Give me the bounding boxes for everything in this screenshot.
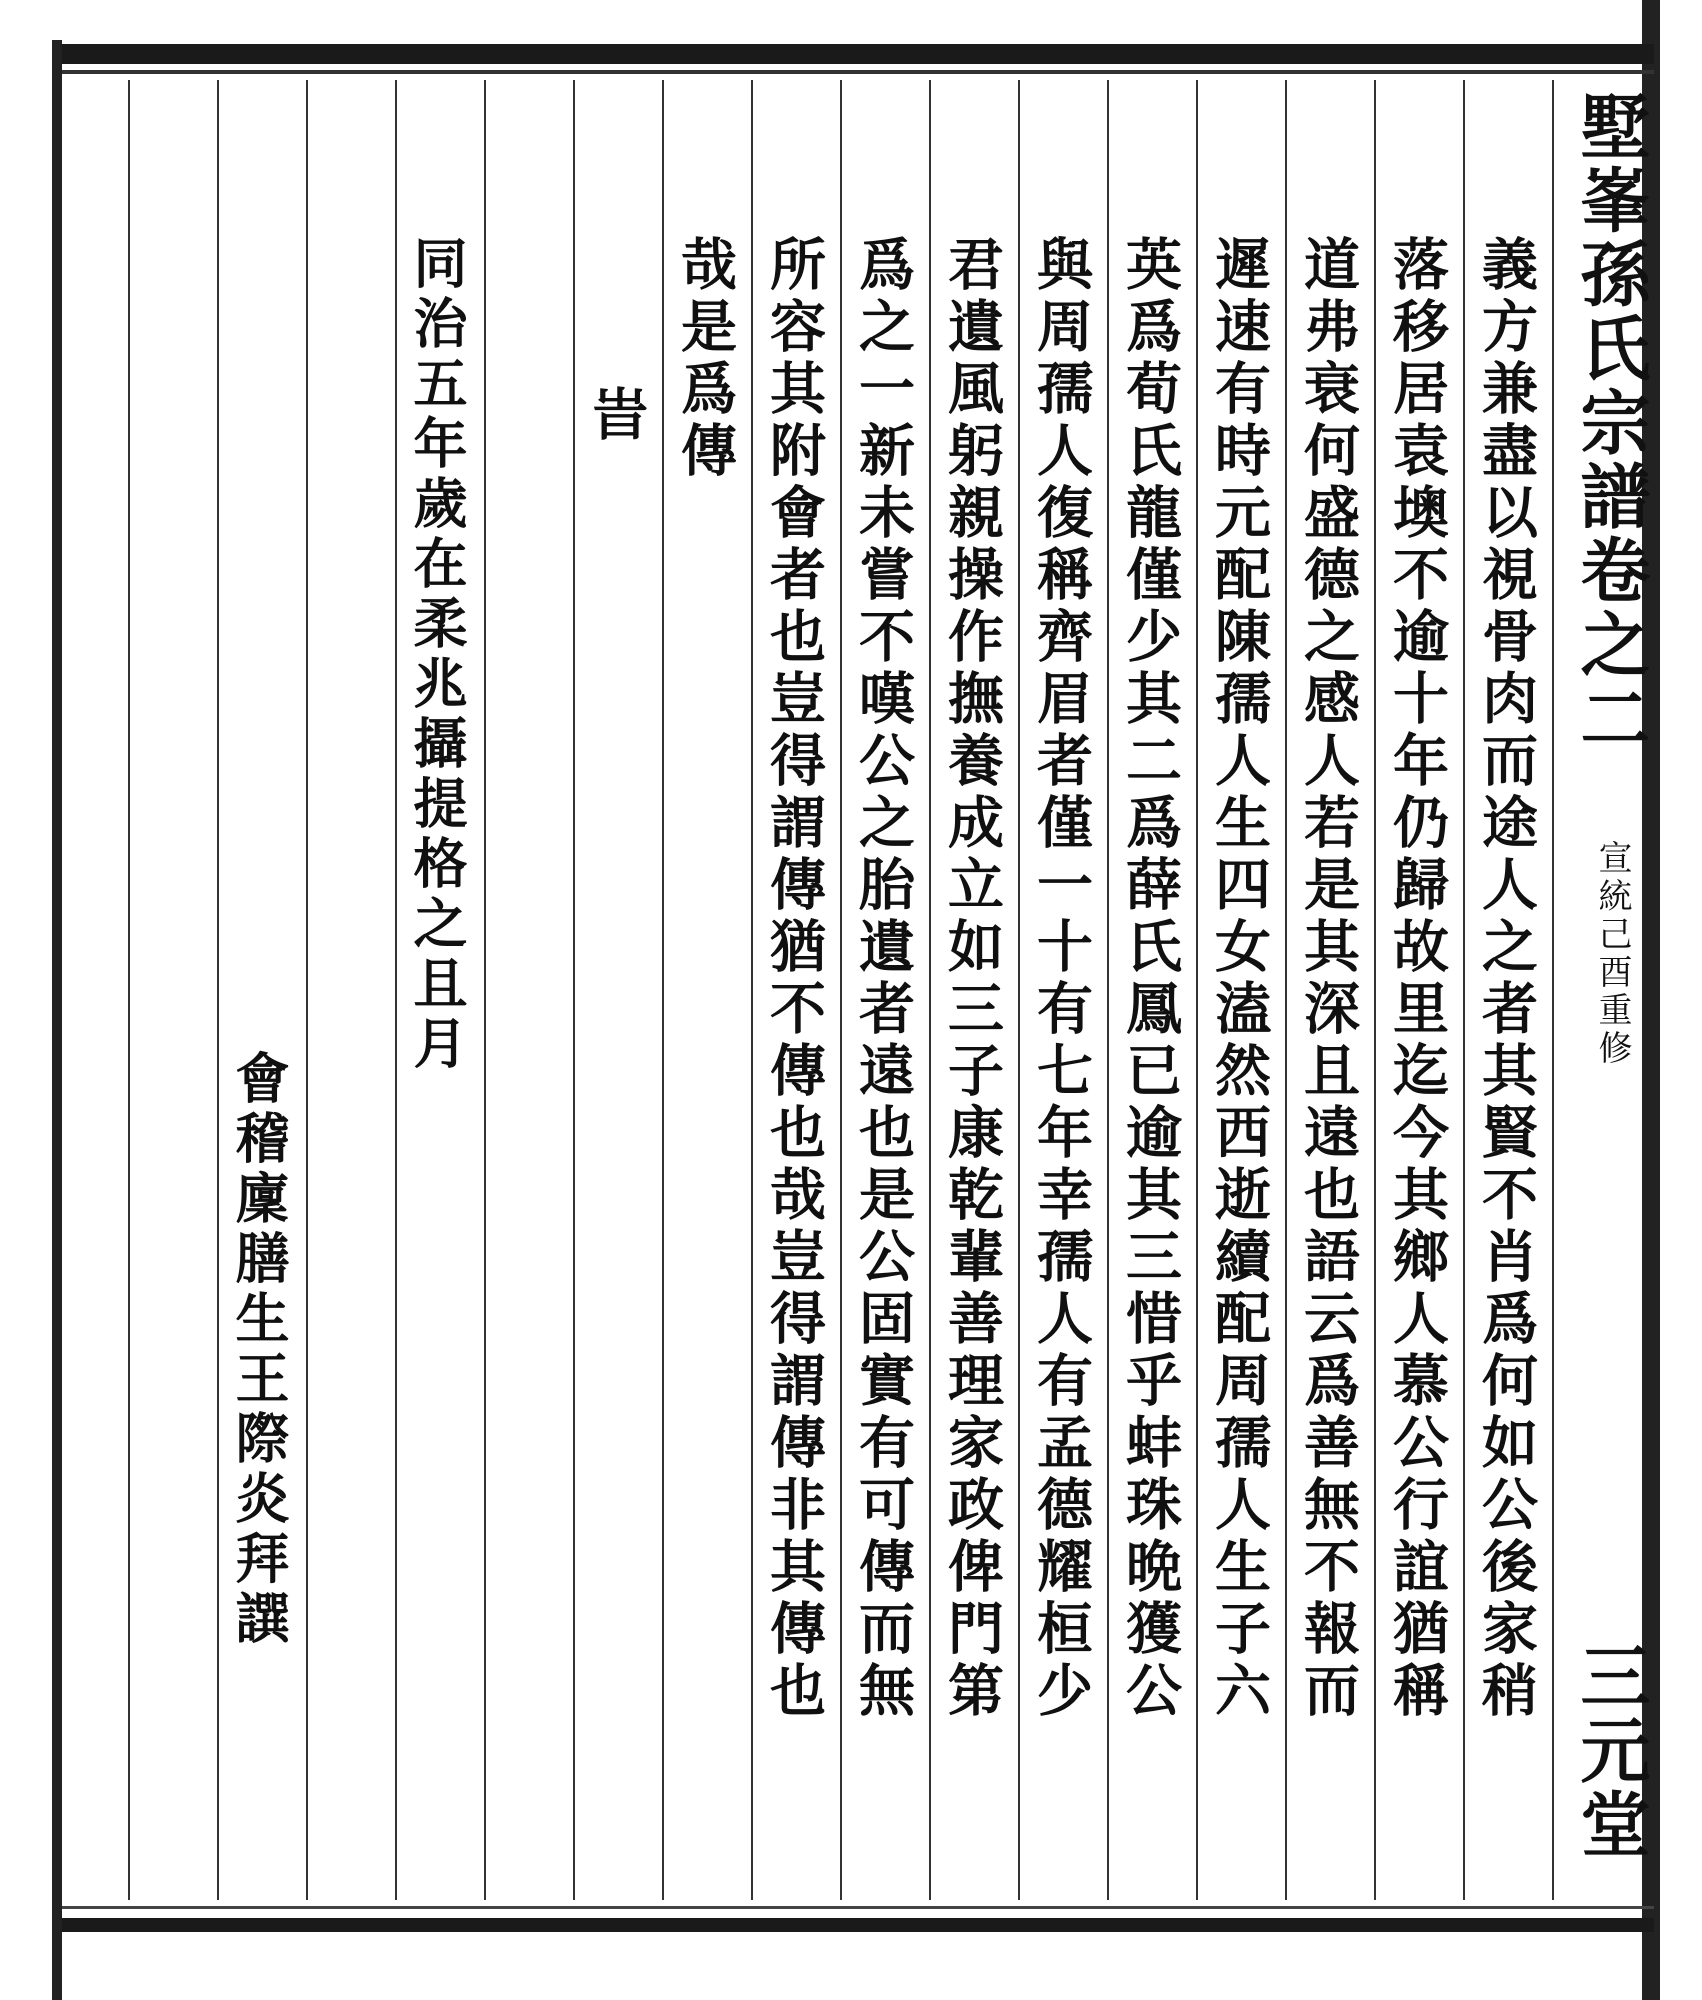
top-inner-border xyxy=(62,70,1654,74)
text-column: 遲速有時元配陳孺人生四女溘然西逝續配周孺人生子六 xyxy=(1206,235,1272,1723)
banner-column xyxy=(1560,80,1652,1900)
author-signature: 會稽廩膳生王際炎拜譔 xyxy=(227,1050,291,1650)
column-rule xyxy=(573,80,575,1900)
column-rule xyxy=(662,80,664,1900)
text-column: 所容其附會者也豈得謂傳猶不傳也哉豈得謂傳非其傳也 xyxy=(761,235,827,1723)
column-rule xyxy=(1285,80,1287,1900)
column-rule xyxy=(1463,80,1465,1900)
top-border xyxy=(62,44,1654,64)
left-page-edge xyxy=(52,40,62,2000)
bottom-inner-border xyxy=(62,1906,1654,1909)
text-column: 爲之一新未嘗不嘆公之胎遺者遠也是公固實有可傳而無 xyxy=(850,235,916,1723)
text-column: 道弗衰何盛德之感人若是其深且遠也語云爲善無不報而 xyxy=(1295,235,1361,1723)
column-rule xyxy=(1018,80,1020,1900)
column-rule xyxy=(395,80,397,1900)
column-rule xyxy=(1374,80,1376,1900)
bottom-border xyxy=(62,1918,1654,1932)
column-rule xyxy=(1107,80,1109,1900)
date-line: 同治五年歲在柔兆攝提格之且月 xyxy=(405,235,469,1075)
book-title-text: 墅峯孫氏宗譜 xyxy=(1569,90,1652,534)
time-marker: 旹 xyxy=(583,385,649,447)
text-column: 落移居袁墺不逾十年仍歸故里迄今其鄉人慕公行誼猶稱 xyxy=(1384,235,1450,1723)
column-rule xyxy=(128,80,130,1900)
text-column: 君遺風躬親操作撫養成立如三子康乾輩善理家政俾門第 xyxy=(939,235,1005,1723)
column-rule xyxy=(484,80,486,1900)
column-rule xyxy=(1552,80,1554,1900)
text-column: 與周孺人復稱齊眉者僅一十有七年幸孺人有孟德耀桓少 xyxy=(1028,235,1094,1723)
volume-label: 卷之二 xyxy=(1569,534,1652,756)
edition-note: 宣統己酉重修 xyxy=(1592,840,1632,1068)
column-rule xyxy=(840,80,842,1900)
text-column: 英爲荀氏龍僅少其二爲薛氏鳳已逾其三惜乎蚌珠晩獲公 xyxy=(1117,235,1183,1723)
column-rule xyxy=(751,80,753,1900)
column-rule xyxy=(306,80,308,1900)
hall-name: 三元堂 xyxy=(1569,1640,1652,1862)
column-rule xyxy=(1196,80,1198,1900)
book-title xyxy=(1560,90,1661,756)
column-rule xyxy=(929,80,931,1900)
text-column: 哉是爲傳 xyxy=(672,235,738,483)
column-rule xyxy=(217,80,219,1900)
text-column: 義方兼盡以視骨肉而途人之者其賢不肖爲何如公後家稍 xyxy=(1473,235,1539,1723)
